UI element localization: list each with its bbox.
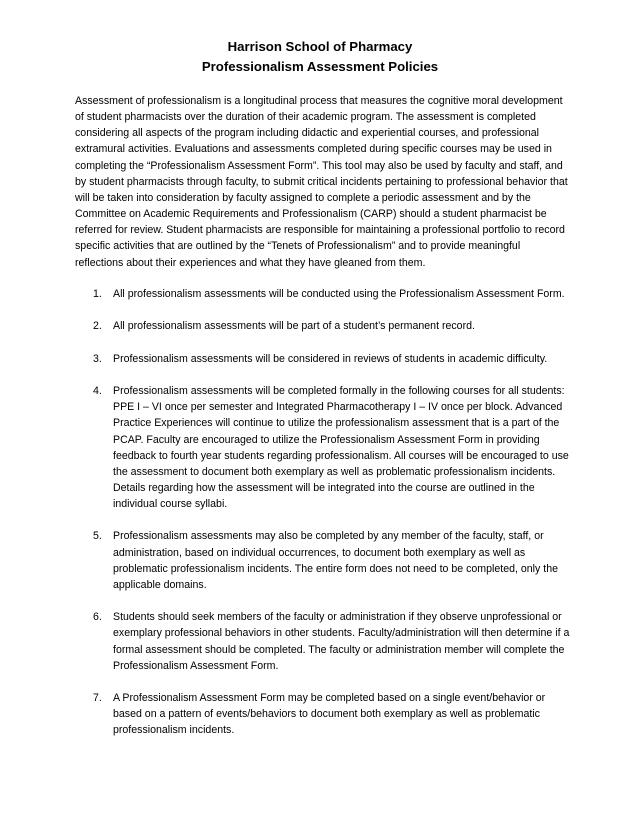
policy-text: Professionalism assessments will be considered in reviews of students in academic difficulty. (113, 352, 548, 365)
policy-item (75, 351, 575, 367)
policy-item (75, 318, 575, 334)
policy-text: Professionalism assessments may also be completed by any member of the faculty, staff, or administration, based on individual occurrences, to document both exemplary as well as problematic professionalism incidents. The entire form does not need to be completed, only the applicable domains. (113, 530, 558, 591)
policy-number: 1. (93, 288, 102, 300)
policy-list (75, 286, 575, 755)
policy-item (75, 528, 575, 593)
policy-number: 7. (93, 692, 102, 705)
policy-text: All professionalism assessments will be conducted using the Professionalism Assessment Form. (113, 288, 565, 300)
intro-paragraph: Assessment of professionalism is a longitudinal process that measures the cognitive moral development of student pharmacists over the duration of their academic program. The assessment is completed considering all aspects of the program including didactic and experiential courses, and professional extramural activities. Evaluations and assessments completed during specific courses may be used in completing the “Professionalism Assessment Form”. This tool may also be used by faculty and staff, and by student pharmacists through faculty, to submit critical incidents pertaining to professional behavior that will be taken into consideration by faculty assigned to complete a periodic assessment and by the Committee on Academic Requirements and Professionalism (CARP) should a student pharmacist be referred for review. Student pharmacists are responsible for maintaining a professional portfolio to record specific activities that are outlined by the “Tenets of Professionalism” and to provide meaningful reflections about their experiences and what they have gleaned from them. (75, 95, 568, 269)
policy-text: All professionalism assessments will be part of a student’s permanent record. (113, 320, 475, 333)
document-title: Professionalism Assessment Policies (201, 59, 439, 74)
policy-number: 5. (93, 530, 102, 543)
policy-item (75, 690, 575, 738)
policy-text: A Professionalism Assessment Form may be completed based on a single event/behavior or based on a pattern of events/behaviors to document both exemplary as well as problematic professionalism incidents. (113, 692, 546, 737)
policy-number: 2. (93, 320, 102, 333)
document-header (0, 37, 640, 77)
policy-text: Students should seek members of the faculty or administration if they observe unprofessional or exemplary professional behaviors in other students. Faculty/administration will then determine if a formal assessment should be completed. The faculty or administration member will complete the Professionalism Assessment Form. (113, 611, 570, 672)
policy-item (75, 286, 575, 302)
policy-item (75, 609, 575, 674)
policy-number: 6. (93, 611, 102, 624)
school-name: Harrison School of Pharmacy (227, 39, 413, 54)
policy-text: Professionalism assessments will be completed formally in the following courses for all students: PPE I – VI once per semester and Integrated Pharmacotherapy I – IV once per block. Advanced Practice Experiences will continue to utilize the professionalism assessment that is a part of the PCAP. Faculty are encouraged to utilize the Professionalism Assessment Form in providing feedback to fourth year students regarding professionalism. All courses will be encouraged to use the assessment to document both exemplary as well as problematic professionalism incidents. Details regarding how the assessment will be integrated into the course are outlined in the individual course syllabi. (113, 385, 569, 511)
policy-number: 3. (93, 352, 102, 365)
policy-number: 4. (93, 385, 102, 398)
policy-item (75, 383, 575, 512)
